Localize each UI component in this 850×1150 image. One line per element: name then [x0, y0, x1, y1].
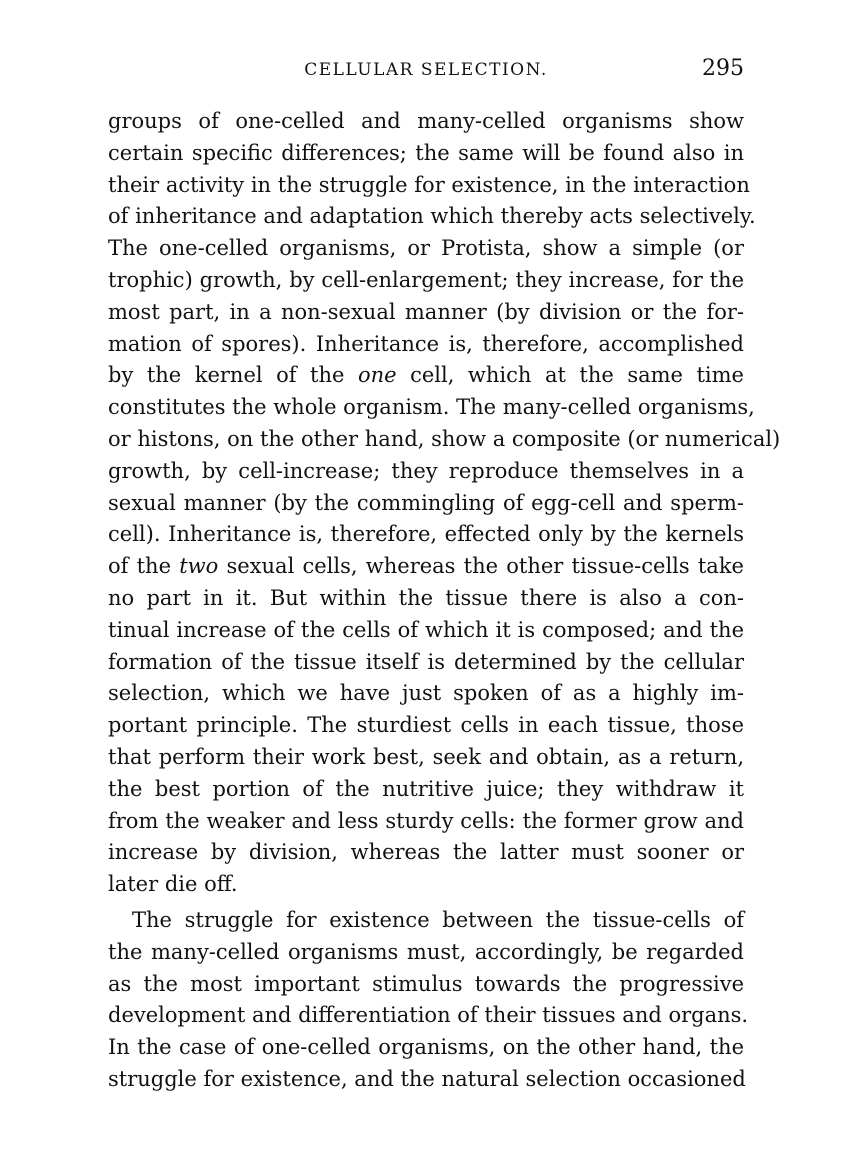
text-line [108, 488, 744, 520]
text-run: formation of the tissue itself is determined by the cellular [108, 649, 744, 674]
text-line [108, 1064, 744, 1096]
text-run: of inheritance and adaptation which thereby acts selectively. [108, 204, 756, 229]
italic-word: one [357, 363, 397, 388]
text-run: trophic) growth, by cell-enlargement; they increase, for the [108, 267, 744, 292]
running-head [108, 58, 744, 88]
text-line [108, 233, 744, 265]
text-run: groups of one-celled and many-celled organisms show [108, 109, 744, 133]
text-run: portant principle. The sturdiest cells in each tissue, those [108, 713, 744, 738]
text-run: constitutes the whole organism. The many-celled organisms, [108, 395, 755, 420]
text-run: The one-celled organisms, or Protista, show a simple (or [108, 236, 744, 261]
text-line [108, 969, 744, 1001]
paragraph [108, 905, 749, 1096]
text-line [108, 905, 744, 937]
text-run: as the most important stimulus towards the progressive [108, 971, 744, 996]
body-text [108, 106, 781, 1096]
text-run: mation of spores). Inheritance is, therefore, accomplished [108, 331, 744, 356]
text-line [108, 360, 744, 392]
text-line [108, 106, 744, 138]
text-run: growth, by cell-increase; they reproduce themselves in a [108, 458, 744, 483]
text-run: later die off. [108, 872, 238, 897]
text-run: from the weaker and less sturdy cells: the former grow and [108, 808, 744, 833]
page-number: 295 [702, 56, 744, 81]
text-line [108, 392, 755, 424]
text-run: sexual cells, whereas the other tissue-cells take [218, 554, 744, 579]
text-line [108, 297, 744, 329]
text-line [108, 519, 744, 551]
text-line [108, 774, 744, 806]
text-line [108, 424, 781, 456]
text-line [108, 456, 744, 488]
text-run: or histons, on the other hand, show a composite (or numerical) [108, 426, 781, 451]
running-title: CELLULAR SELECTION. [304, 60, 548, 80]
text-line [108, 742, 744, 774]
text-line [108, 678, 744, 710]
text-line [108, 1000, 749, 1032]
text-run: sexual manner (by the commingling of egg-cell and sperm- [108, 490, 744, 515]
text-run: the many-celled organisms must, accordingly, be regarded [108, 939, 744, 964]
text-run: cell, which at the same time [396, 363, 744, 388]
text-line [108, 710, 744, 742]
text-line [108, 551, 744, 583]
text-run: by the kernel of the [108, 363, 358, 388]
text-line [108, 265, 744, 297]
text-run: development and differentiation of their tissues and organs. [108, 1003, 749, 1028]
text-run: most part, in a non-sexual manner (by division or the for- [108, 299, 744, 324]
text-run: increase by division, whereas the latter must sooner or [108, 840, 744, 865]
text-line [108, 869, 744, 901]
text-line [108, 937, 744, 969]
text-run: of the [108, 554, 180, 579]
text-run: cell). Inheritance is, therefore, effected only by the kernels [108, 522, 744, 547]
italic-word: two [179, 554, 219, 579]
paragraph [108, 106, 781, 901]
text-line [108, 615, 744, 647]
text-line [108, 201, 756, 233]
text-line [108, 329, 744, 361]
text-run: The struggle for existence between the tissue-cells of [132, 907, 744, 932]
text-run: that perform their work best, seek and obtain, as a return, [108, 744, 744, 769]
text-run: no part in it. But within the tissue there is also a con- [108, 585, 744, 610]
text-run: selection, which we have just spoken of as a highly im- [108, 681, 744, 706]
text-line [108, 837, 744, 869]
text-line [108, 138, 744, 170]
text-run: In the case of one-celled organisms, on the other hand, the [108, 1035, 744, 1060]
text-line [108, 170, 750, 202]
text-run: struggle for existence, and the natural selection occasioned [108, 1066, 746, 1091]
text-run: tinual increase of the cells of which it is composed; and the [108, 617, 744, 642]
text-line [108, 647, 744, 679]
text-line [108, 806, 744, 838]
text-run: the best portion of the nutritive juice; they withdraw it [108, 776, 744, 801]
text-run: certain specific differences; the same will be found also in [108, 140, 744, 165]
text-line [108, 583, 744, 615]
text-line [108, 1032, 744, 1064]
text-run: their activity in the struggle for existence, in the interaction [108, 172, 750, 197]
